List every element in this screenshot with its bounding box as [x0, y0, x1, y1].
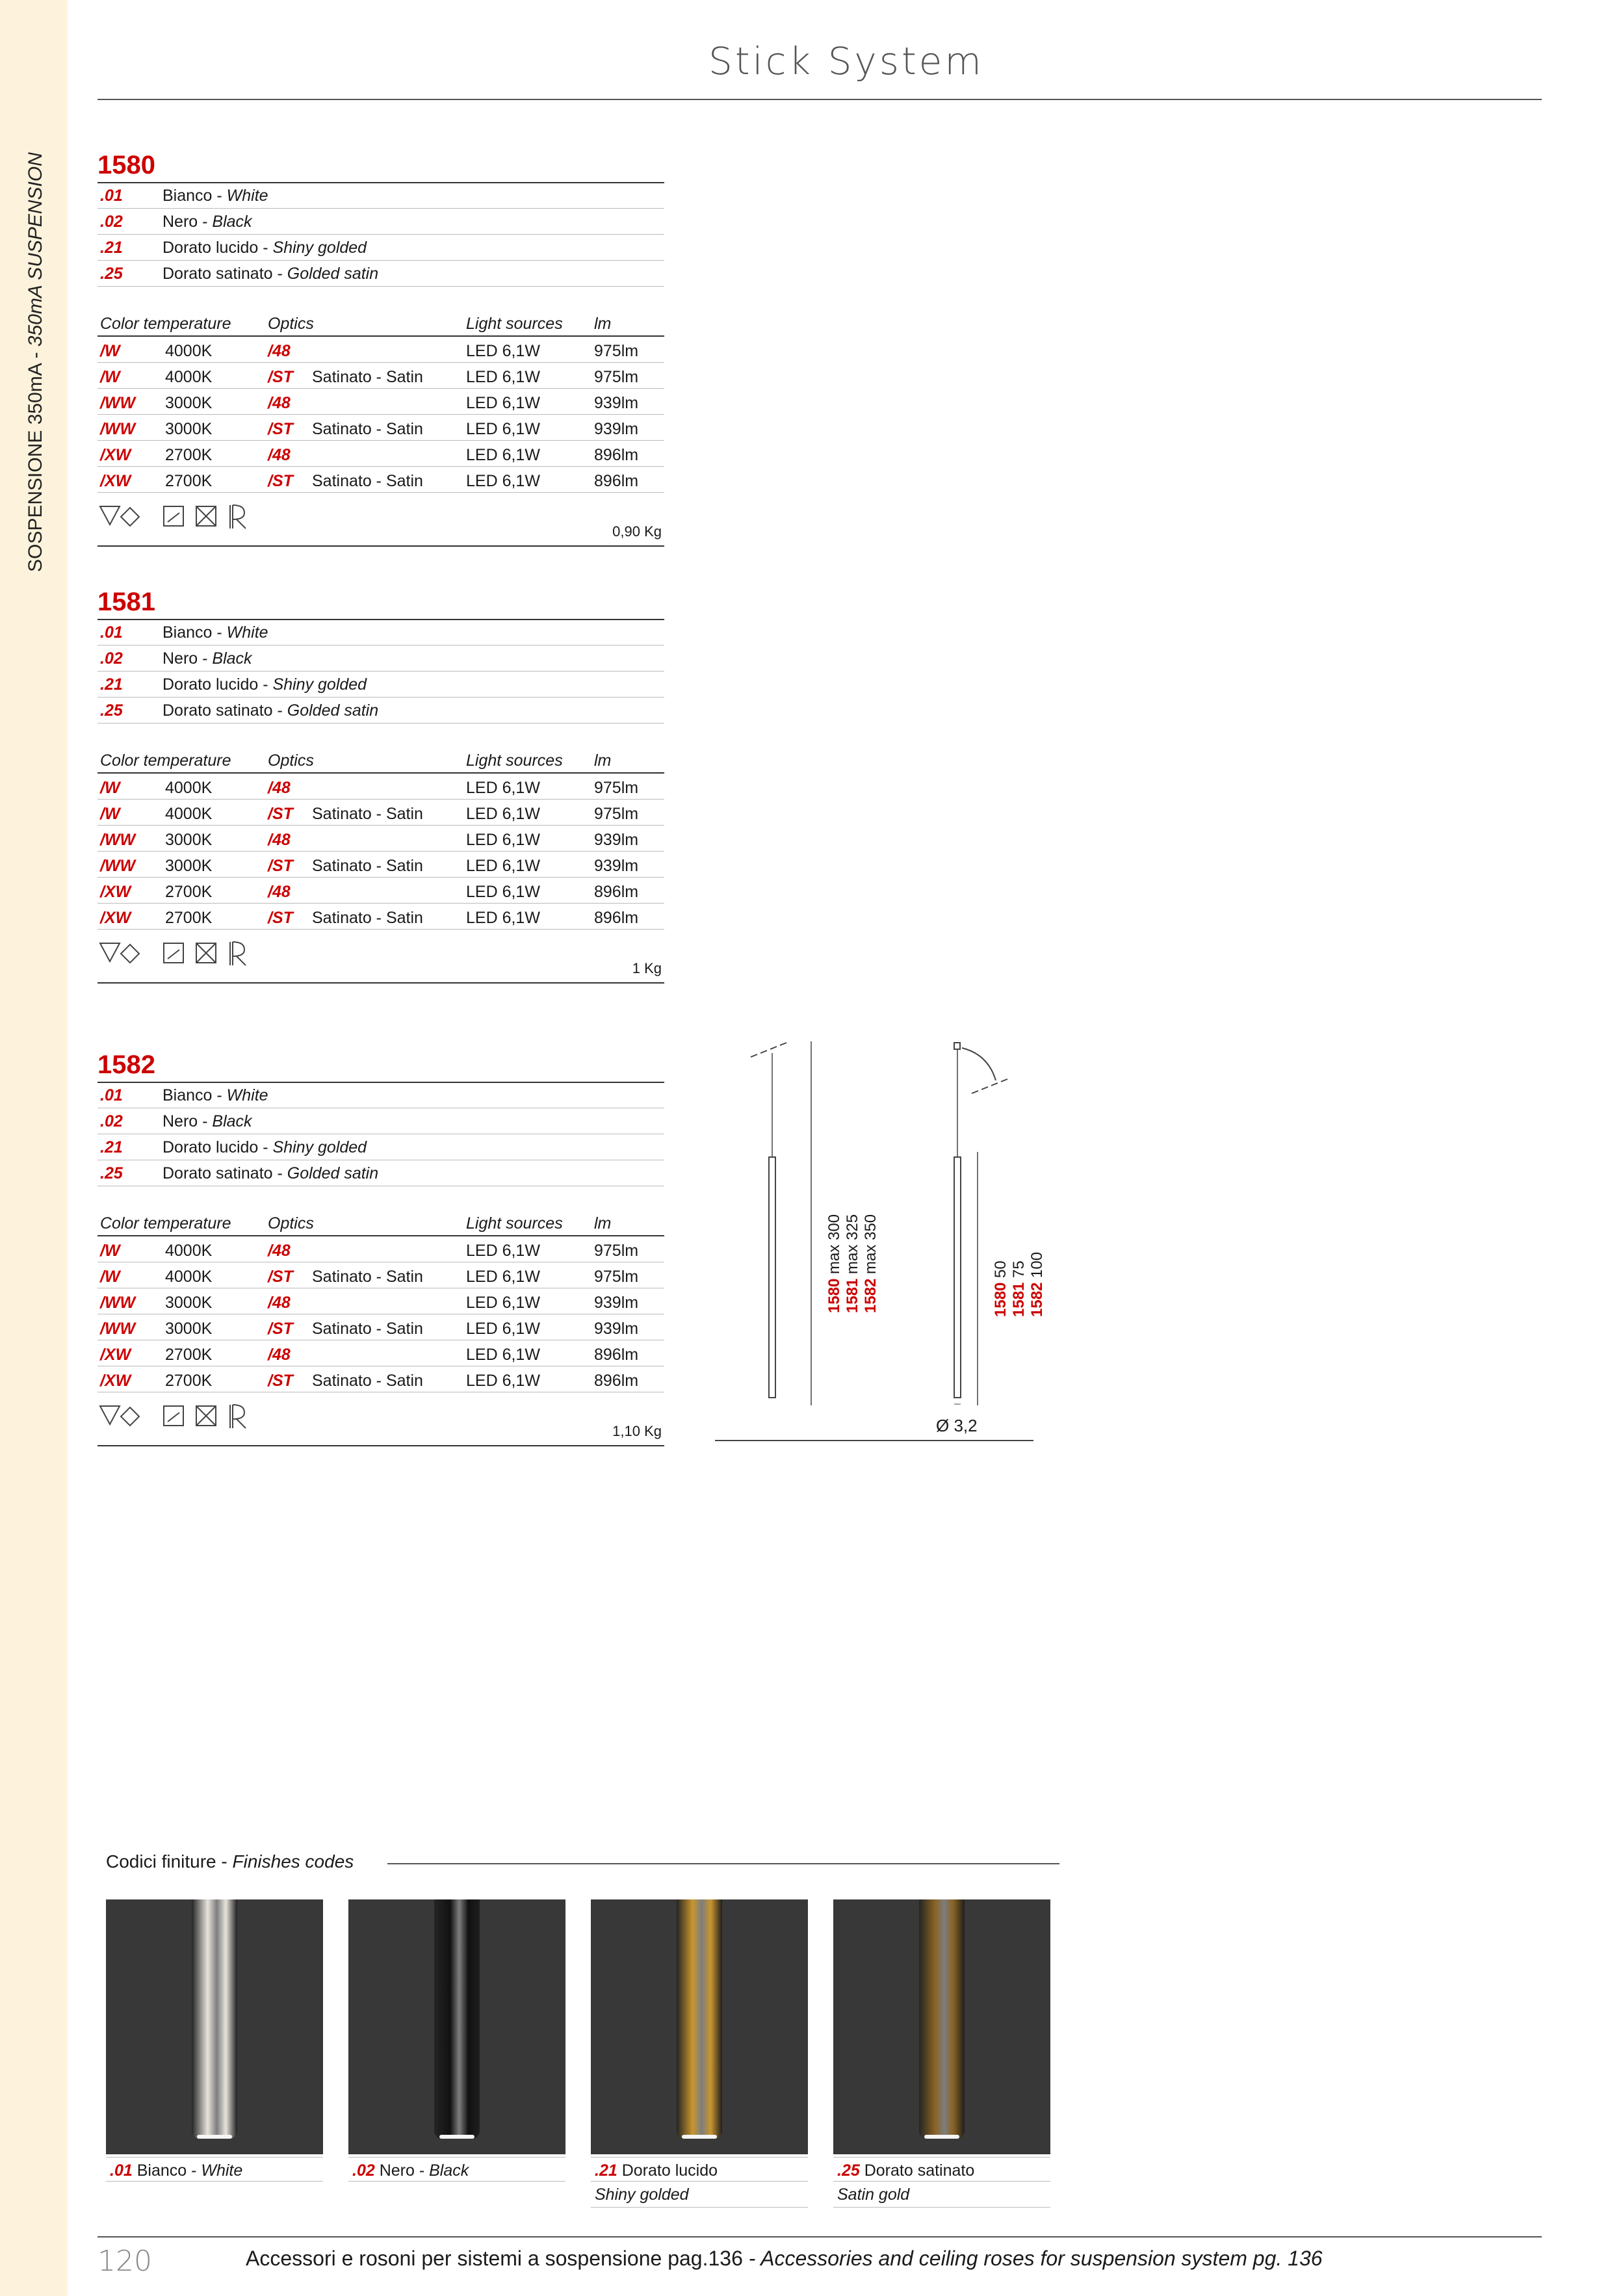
spec-kelvin: 2700K — [165, 1346, 213, 1364]
spec-kelvin: 3000K — [165, 857, 213, 875]
header-color_temp: Color temperature — [100, 315, 231, 333]
finish-row — [97, 672, 664, 698]
spec-lumen: 975lm — [594, 779, 639, 797]
spec-source: LED 6,1W — [466, 1242, 540, 1260]
spec-optic_code: /48 — [268, 446, 291, 464]
spec-row — [97, 1314, 664, 1340]
finish-label: Dorato satinato - Golded satin — [162, 265, 379, 283]
spec-optic_code: /ST — [268, 805, 293, 823]
spec-lumen: 939lm — [594, 394, 639, 412]
finish-row — [97, 620, 664, 646]
spec-ct_code: /XW — [100, 1372, 131, 1390]
spec-source: LED 6,1W — [466, 368, 540, 386]
spec-table-header — [97, 746, 664, 774]
finish-swatch-1 — [348, 1899, 565, 2154]
icon-strip — [97, 938, 253, 980]
spec-row — [97, 1288, 664, 1314]
finish-row — [97, 1082, 664, 1108]
finish-label: Bianco - White — [162, 623, 268, 642]
footer-divider — [97, 2236, 1542, 2237]
spec-kelvin: 2700K — [165, 446, 213, 464]
icons-row — [97, 1393, 664, 1446]
spec-ct_code: /WW — [100, 857, 136, 875]
finish-swatch-2 — [591, 1899, 808, 2154]
spec-ct_code: /XW — [100, 883, 131, 901]
spec-optic_code: /48 — [268, 779, 291, 797]
spec-kelvin: 3000K — [165, 831, 213, 849]
spec-optic_desc: Satinato - Satin — [312, 1268, 423, 1286]
spec-ct_code: /W — [100, 779, 120, 797]
finish-code: .01 — [100, 623, 123, 642]
spec-ct_code: /W — [100, 1242, 120, 1260]
spec-source: LED 6,1W — [466, 1268, 540, 1286]
spec-optic_desc: Satinato - Satin — [312, 857, 423, 875]
spec-optic_code: /48 — [268, 883, 291, 901]
spec-optic_desc: Satinato - Satin — [312, 472, 423, 490]
finish-row — [97, 698, 664, 724]
spec-row — [97, 1366, 664, 1392]
spec-source: LED 6,1W — [466, 1294, 540, 1312]
spec-ct_code: /WW — [100, 1320, 136, 1338]
header-lm: lm — [594, 751, 612, 770]
header-optics: Optics — [268, 1214, 314, 1233]
finish-code: .21 — [100, 675, 123, 694]
spec-row — [97, 904, 664, 930]
certification-icons — [97, 501, 253, 540]
footer-note: Accessori e rosoni per sistemi a sospensione pag.136 - Accessories and ceiling roses for suspension system pg. 136 — [246, 2247, 1323, 2270]
finish-row — [97, 209, 664, 235]
spec-lumen: 896lm — [594, 472, 639, 490]
product-block-1581 — [97, 588, 664, 1004]
finish-swatch-3 — [833, 1899, 1050, 2154]
spec-optic_code: /48 — [268, 831, 291, 849]
finishes-rule — [387, 1863, 1059, 1864]
finish-code: .21 — [100, 1138, 123, 1156]
spec-lumen: 975lm — [594, 1268, 639, 1286]
finishes-title: Codici finiture - Finishes codes — [106, 1851, 354, 1872]
r-mark-icon — [230, 505, 246, 528]
spec-kelvin: 2700K — [165, 472, 213, 490]
spec-lumen: 939lm — [594, 1320, 639, 1338]
spec-optic_code: /ST — [268, 420, 293, 438]
spec-table-header — [97, 1209, 664, 1236]
spec-source: LED 6,1W — [466, 420, 540, 438]
page-title: Stick System — [708, 39, 984, 83]
spec-optic_desc: Satinato - Satin — [312, 420, 423, 438]
spec-optic_code: /ST — [268, 472, 293, 490]
class-iii-icon — [121, 1407, 139, 1426]
product-code: 1580 — [97, 151, 155, 179]
product-code: 1581 — [97, 588, 155, 616]
weight: 1 Kg — [632, 960, 662, 976]
spec-kelvin: 4000K — [165, 1268, 213, 1286]
light-glow — [924, 2135, 959, 2139]
finish-code: .01 — [100, 187, 123, 205]
sidebar-title: SOSPENSIONE 350mA - 350mA SUSPENSION — [25, 152, 46, 572]
dim-label-right-3: 1582 100 — [1028, 1251, 1046, 1317]
spec-optic_code: /ST — [268, 909, 293, 927]
finish-code: .25 — [100, 265, 123, 283]
dim-label-right-2: 1581 75 — [1010, 1260, 1028, 1317]
finish-code: .02 — [100, 213, 123, 231]
spec-optic_code: /ST — [268, 368, 293, 386]
spec-optic_code: /ST — [268, 857, 293, 875]
header-optics: Optics — [268, 315, 314, 333]
light-glow — [197, 2135, 232, 2139]
spec-source: LED 6,1W — [466, 831, 540, 849]
stick-sample — [434, 1899, 480, 2139]
spec-row — [97, 826, 664, 852]
class-iii-icon — [121, 945, 139, 963]
spec-source: LED 6,1W — [466, 1346, 540, 1364]
header-lm: lm — [594, 1214, 612, 1233]
finish-code: .01 — [100, 1086, 123, 1104]
distance-250cm-icon — [164, 1406, 183, 1426]
swatch-caption — [833, 2157, 1050, 2208]
product-block-1582 — [97, 1050, 664, 1467]
stick-sample — [919, 1899, 965, 2139]
spec-ct_code: /WW — [100, 420, 136, 438]
spec-lumen: 975lm — [594, 805, 639, 823]
spec-ct_code: /W — [100, 342, 120, 360]
icons-row — [97, 493, 664, 547]
spec-ct_code: /WW — [100, 394, 136, 412]
finish-code: .25 — [100, 1164, 123, 1182]
stick-sample — [192, 1899, 237, 2139]
spec-optic_desc: Satinato - Satin — [312, 1372, 423, 1390]
spec-ct_code: /XW — [100, 472, 131, 490]
spec-lumen: 939lm — [594, 857, 639, 875]
spec-ct_code: /W — [100, 368, 120, 386]
finish-row — [97, 261, 664, 287]
spec-kelvin: 4000K — [165, 779, 213, 797]
suspension-drawing — [715, 1034, 1053, 1463]
header-color_temp: Color temperature — [100, 1214, 231, 1233]
spec-optic_code: /48 — [268, 1346, 291, 1364]
spec-optic_code: /ST — [268, 1320, 293, 1338]
spec-lumen: 975lm — [594, 368, 639, 386]
distance-250cm-icon — [164, 943, 183, 963]
f-mark-icon — [100, 943, 120, 961]
spec-row — [97, 878, 664, 904]
stick-left — [769, 1157, 775, 1398]
spec-source: LED 6,1W — [466, 1320, 540, 1338]
spec-optic_code: /ST — [268, 1372, 293, 1390]
spec-kelvin: 3000K — [165, 420, 213, 438]
ceiling-right — [972, 1079, 1007, 1093]
spec-optic_desc: Satinato - Satin — [312, 1320, 423, 1338]
spec-optic_desc: Satinato - Satin — [312, 368, 423, 386]
dim-label-left-2: 1581 max 325 — [844, 1214, 861, 1313]
ceiling-left — [751, 1043, 786, 1057]
finish-row — [97, 183, 664, 209]
finish-label: Dorato lucido - Shiny golded — [162, 1138, 367, 1156]
spec-source: LED 6,1W — [466, 909, 540, 927]
finish-row — [97, 646, 664, 672]
finish-row — [97, 1108, 664, 1134]
spec-kelvin: 4000K — [165, 342, 213, 360]
light-glow — [439, 2135, 474, 2139]
light-glow — [682, 2135, 717, 2139]
finish-row — [97, 1134, 664, 1160]
swatch-caption — [106, 2157, 323, 2182]
spec-ct_code: /WW — [100, 1294, 136, 1312]
caption-line1: .25 Dorato satinato — [833, 2157, 1050, 2182]
finish-label: Nero - Black — [162, 213, 252, 231]
swatch-caption — [591, 2157, 808, 2208]
finish-label: Nero - Black — [162, 1112, 252, 1130]
spec-lumen: 939lm — [594, 831, 639, 849]
spec-source: LED 6,1W — [466, 779, 540, 797]
spec-optic_code: /48 — [268, 1242, 291, 1260]
spec-row — [97, 415, 664, 441]
spec-optic_desc: Satinato - Satin — [312, 805, 423, 823]
icons-row — [97, 930, 664, 984]
spec-lumen: 939lm — [594, 420, 639, 438]
spec-source: LED 6,1W — [466, 342, 540, 360]
f-mark-icon — [100, 506, 120, 525]
spec-ct_code: /WW — [100, 831, 136, 849]
spec-lumen: 896lm — [594, 1372, 639, 1390]
spec-lumen: 975lm — [594, 1242, 639, 1260]
spec-row — [97, 441, 664, 467]
spec-row — [97, 852, 664, 878]
spec-row — [97, 467, 664, 493]
finish-row — [97, 235, 664, 261]
spec-ct_code: /XW — [100, 909, 131, 927]
spec-ct_code: /W — [100, 1268, 120, 1286]
spec-row — [97, 1262, 664, 1288]
spec-kelvin: 4000K — [165, 368, 213, 386]
spec-lumen: 939lm — [594, 1294, 639, 1312]
finish-code: .02 — [100, 1112, 123, 1130]
finish-row — [97, 1160, 664, 1186]
spec-optic_code: /ST — [268, 1268, 293, 1286]
spec-lumen: 896lm — [594, 446, 639, 464]
spec-lumen: 896lm — [594, 883, 639, 901]
spec-kelvin: 2700K — [165, 883, 213, 901]
spec-lumen: 896lm — [594, 1346, 639, 1364]
spec-row — [97, 800, 664, 826]
dim-label-left-1: 1580 max 300 — [825, 1214, 843, 1313]
spec-kelvin: 4000K — [165, 1242, 213, 1260]
swatch-caption — [348, 2157, 565, 2182]
icon-strip — [97, 501, 253, 543]
dimension-drawing — [715, 1034, 1053, 1463]
certification-icons — [97, 1401, 253, 1440]
spec-row — [97, 1340, 664, 1366]
spec-kelvin: 2700K — [165, 909, 213, 927]
finish-label: Bianco - White — [162, 187, 268, 205]
f-mark-icon — [100, 1406, 120, 1424]
header-light_sources: Light sources — [466, 751, 563, 770]
r-mark-icon — [230, 942, 246, 965]
certification-icons — [97, 938, 253, 977]
spec-source: LED 6,1W — [466, 805, 540, 823]
header-divider — [97, 99, 1542, 100]
spec-source: LED 6,1W — [466, 446, 540, 464]
r-mark-icon — [230, 1405, 246, 1428]
finish-code: .02 — [100, 649, 123, 668]
header-light_sources: Light sources — [466, 1214, 563, 1233]
spec-source: LED 6,1W — [466, 1372, 540, 1390]
spec-kelvin: 3000K — [165, 1320, 213, 1338]
header-light_sources: Light sources — [466, 315, 563, 333]
spec-kelvin: 4000K — [165, 805, 213, 823]
spec-source: LED 6,1W — [466, 394, 540, 412]
spec-lumen: 975lm — [594, 342, 639, 360]
product-code: 1582 — [97, 1050, 155, 1079]
spec-optic_code: /48 — [268, 1294, 291, 1312]
header-optics: Optics — [268, 751, 314, 770]
header-lm: lm — [594, 315, 612, 333]
dim-label-right-1: 1580 50 — [992, 1260, 1009, 1317]
spec-row — [97, 337, 664, 363]
weight: 0,90 Kg — [612, 523, 662, 540]
spec-kelvin: 3000K — [165, 394, 213, 412]
finish-label: Dorato satinato - Golded satin — [162, 1164, 379, 1182]
dim-label-left-3: 1582 max 350 — [862, 1214, 879, 1313]
distance-250cm-icon — [164, 506, 183, 526]
stick-sample — [677, 1899, 722, 2139]
spec-ct_code: /XW — [100, 446, 131, 464]
caption-line2: Satin gold — [833, 2182, 1050, 2208]
arc-right — [962, 1048, 996, 1080]
spec-ct_code: /XW — [100, 1346, 131, 1364]
spec-lumen: 896lm — [594, 909, 639, 927]
icon-strip — [97, 1401, 253, 1443]
header-color_temp: Color temperature — [100, 751, 231, 770]
stick-right — [954, 1157, 961, 1398]
product-block-1580 — [97, 151, 664, 567]
finish-code: .25 — [100, 701, 123, 720]
spec-optic_code: /48 — [268, 394, 291, 412]
finish-label: Bianco - White — [162, 1086, 268, 1104]
finish-label: Nero - Black — [162, 649, 252, 668]
spec-source: LED 6,1W — [466, 857, 540, 875]
weight: 1,10 Kg — [612, 1423, 662, 1439]
caption-line2: Shiny golded — [591, 2182, 808, 2208]
spec-row — [97, 774, 664, 800]
finish-swatch-0 — [106, 1899, 323, 2154]
spec-row — [97, 389, 664, 415]
caption-line1: .02 Nero - Black — [348, 2157, 565, 2182]
finish-code: .21 — [100, 239, 123, 257]
spec-optic_code: /48 — [268, 342, 291, 360]
finish-label: Dorato lucido - Shiny golded — [162, 239, 367, 257]
finish-label: Dorato lucido - Shiny golded — [162, 675, 367, 694]
spec-optic_desc: Satinato - Satin — [312, 909, 423, 927]
spec-source: LED 6,1W — [466, 472, 540, 490]
spec-row — [97, 1236, 664, 1262]
spec-ct_code: /W — [100, 805, 120, 823]
finish-label: Dorato satinato - Golded satin — [162, 701, 379, 720]
caption-line1: .01 Bianco - White — [106, 2157, 323, 2182]
caption-line1: .21 Dorato lucido — [591, 2157, 808, 2182]
spec-table-header — [97, 309, 664, 337]
class-iii-icon — [121, 508, 139, 526]
spec-row — [97, 363, 664, 389]
diameter-label: Ø 3,2 — [936, 1416, 978, 1435]
spec-source: LED 6,1W — [466, 883, 540, 901]
spec-kelvin: 2700K — [165, 1372, 213, 1390]
spec-kelvin: 3000K — [165, 1294, 213, 1312]
page-number: 120 — [97, 2245, 152, 2278]
